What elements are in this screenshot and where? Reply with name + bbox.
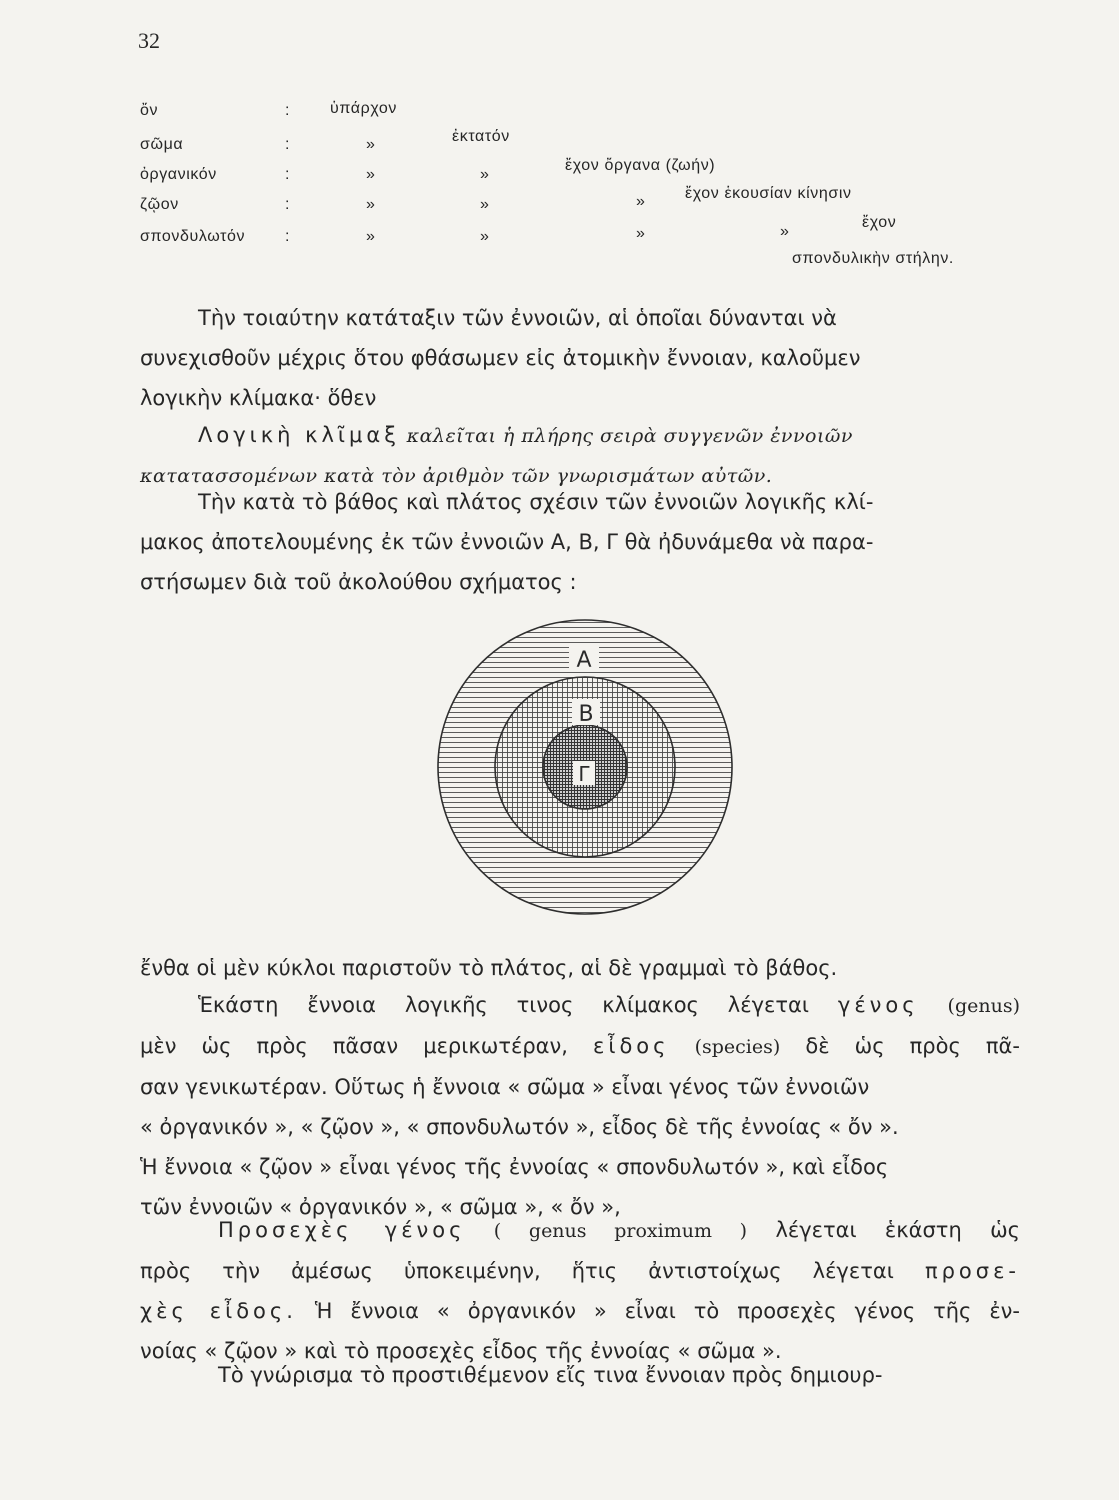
text-segment: δὲ ὡς πρὸς πᾶ- [805, 1034, 1020, 1058]
text-line: νοίας « ζῷον » καὶ τὸ προσεχὲς εἶδος τῆς ἐννοίας « σῶμα ». [140, 1339, 782, 1363]
paragraph [140, 482, 1020, 602]
table-term: σπονδυλωτόν [140, 228, 246, 245]
table-cell: » [780, 223, 790, 240]
latin-term: ( genus proximum ) [493, 1220, 748, 1242]
table-term: ὀργανικόν [140, 166, 217, 183]
table-colon: : [285, 102, 291, 119]
paragraph [140, 985, 1020, 1227]
latin-term: (species) [694, 1036, 781, 1058]
table-cell: ἔχον ἑκουσίαν κίνησιν [685, 185, 852, 202]
label-c: Γ [578, 762, 590, 786]
table-cell: ἔχον ὄργανα (ζωήν) [565, 157, 716, 174]
table-term: ὄν [140, 102, 159, 119]
text-segment: λέγεται ἑκάστη ὡς [775, 1218, 1020, 1242]
table-cell: » [480, 196, 490, 213]
table-cell: » [636, 193, 646, 210]
label-a: Α [576, 648, 592, 673]
table-cell: » [366, 166, 376, 183]
text-line: ἔνθα οἱ μὲν κύκλοι παριστοῦν τὸ πλάτος, αἱ δὲ γραμμαὶ τὸ βάθος. [140, 956, 838, 980]
table-cell: » [366, 228, 376, 245]
table-term: σῶμα [140, 136, 184, 153]
text-line: στήσωμεν διὰ τοῦ ἀκολούθου σχήματος : [140, 570, 577, 594]
table-cell: ἐκτατόν [452, 128, 510, 145]
text-line: Ἡ ἔννοια « ζῷον » εἶναι γένος τῆς ἐννοίας « σπονδυλωτόν », καὶ εἶδος [140, 1155, 889, 1179]
text-line: Τὸ γνώρισμα τὸ προστιθέμενον εἴς τινα ἔννοιαν πρὸς δημιουρ- [218, 1363, 883, 1387]
text-line: « ὀργανικόν », « ζῷον », « σπονδυλωτόν », εἶδος δὲ τῆς ἐννοίας « ὄν ». [140, 1115, 899, 1139]
text-segment: Ἡ ἔννοια « ὀργανικόν » εἶναι τὸ προσεχὲς γένος τῆς ἐν- [314, 1299, 1020, 1323]
term-genos: γένος [837, 993, 919, 1017]
page-number: 32 [138, 28, 160, 53]
table-colon: : [285, 136, 291, 153]
paragraph [140, 298, 1020, 418]
text-segment: Ἑκάστη ἔννοια λογικῆς τινος κλίμακος λέγεται [198, 993, 809, 1017]
label-b: Β [578, 702, 594, 727]
term-proseches-eidos: προσε- [924, 1259, 1021, 1283]
table-cell: » [366, 196, 376, 213]
text-line: τῶν ἐννοιῶν « ὀργανικόν », « σῶμα », « ὄν », [140, 1195, 621, 1219]
table-cell: σπονδυλικὴν στήλην. [792, 250, 954, 267]
term-proseches-genos: Προσεχὲς γένος [218, 1218, 466, 1242]
text-line: μακος ἀποτελουμένης ἐκ τῶν ἐννοιῶν Α, Β, Γ θὰ ἠδυνάμεθα νὰ παρα- [140, 530, 874, 554]
definition-text: κατατασσομένων κατὰ τὸν ἀριθμὸν τῶν γνωρισμάτων αὐτῶν. [140, 465, 773, 487]
table-cell: » [636, 225, 646, 242]
table-colon: : [285, 228, 291, 245]
table-cell: ἔχον [862, 214, 897, 231]
term-eidos: εἶδος [593, 1034, 670, 1058]
definition-text: καλεῖται ἡ πλήρης σειρὰ συγγενῶν ἐννοιῶν [406, 425, 853, 447]
latin-term: (genus) [947, 995, 1020, 1017]
text-line: συνεχισθοῦν μέχρις ὅτου φθάσωμεν εἰς ἀτομικὴν ἔννοιαν, καλοῦμεν [140, 346, 861, 370]
table-cell: ὑπάρχον [330, 100, 397, 117]
text-segment: πρὸς τὴν ἀμέσως ὑποκειμένην, ἥτις ἀντιστοίχως λέγεται [140, 1259, 894, 1283]
table-cell: » [480, 228, 490, 245]
term-proseches-eidos: χὲς εἶδος. [140, 1299, 297, 1323]
text-line: λογικὴν κλίμακα· ὅθεν [140, 386, 377, 410]
table-term: ζῷον [140, 196, 179, 213]
text-segment: μὲν ὡς πρὸς πᾶσαν μερικωτέραν, [140, 1034, 568, 1058]
concentric-circles-diagram [435, 615, 739, 919]
text-line: Τὴν τοιαύτην κατάταξιν τῶν ἐννοιῶν, αἱ ὁποῖαι δύνανται νὰ [198, 306, 837, 330]
table-cell: » [366, 136, 376, 153]
paragraph [140, 948, 1020, 988]
text-line: σαν γενικωτέραν. Οὕτως ἡ ἔννοια « σῶμα » εἶναι γένος τῶν ἐννοιῶν [140, 1075, 870, 1099]
paragraph [140, 1210, 1020, 1371]
definition-term: Λογικὴ κλῖμαξ [198, 423, 400, 447]
table-colon: : [285, 166, 291, 183]
table-colon: : [285, 196, 291, 213]
text-line: Τὴν κατὰ τὸ βάθος καὶ πλάτος σχέσιν τῶν ἐννοιῶν λογικῆς κλί- [198, 490, 874, 514]
table-cell: » [480, 166, 490, 183]
paragraph [140, 1355, 1020, 1395]
